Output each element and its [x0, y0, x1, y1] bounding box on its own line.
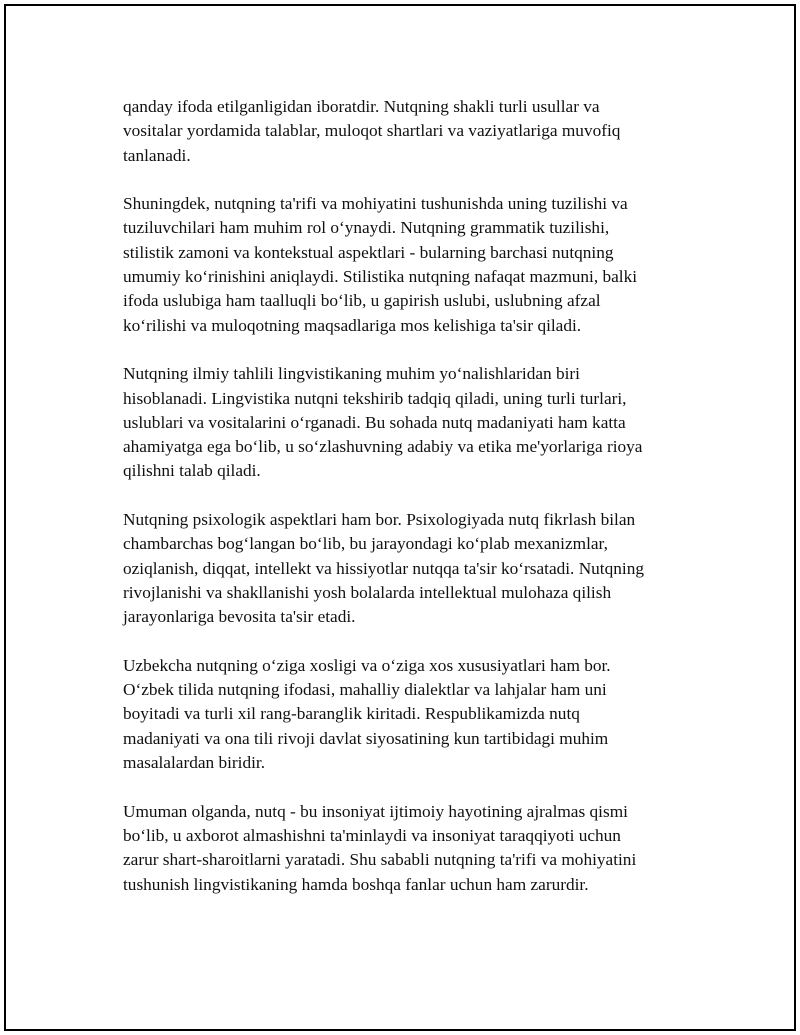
paragraph-1 [123, 95, 703, 168]
text-line: Nutqning ilmiy tahlili lingvistikaning muhim yo‘nalishlaridan biri [123, 364, 580, 384]
text-line: zarur shart-sharoitlarni yaratadi. Shu sababli nutqning ta'rifi va mohiyatini [123, 850, 637, 870]
text-line: tanlanadi. [123, 145, 191, 165]
text-line: umumiy ko‘rinishini aniqlaydi. Stilistika nutqning nafaqat mazmuni, balki [123, 267, 638, 287]
text-line: Uzbekcha nutqning o‘ziga xosligi va o‘ziga xos xususiyatlari ham bor. [123, 655, 611, 675]
text-line: qanday ifoda etilganligidan iboratdir. Nutqning shakli turli usullar va [123, 97, 600, 116]
page-frame [4, 4, 796, 1031]
text-line: ko‘rilishi va muloqotning maqsadlariga mos kelishiga ta'sir qiladi. [123, 315, 582, 335]
text-line: bo‘lib, u axborot almashishni ta'minlaydi va insoniyat taraqqiyoti uchun [123, 825, 621, 845]
text-line: jarayonlariga bevosita ta'sir etadi. [123, 607, 356, 627]
text-line: chambarchas bog‘langan bo‘lib, bu jarayondagi ko‘plab mexanizmlar, [123, 534, 608, 554]
text-line: madaniyati va ona tili rivoji davlat siyosatining kun tartibidagi muhim [123, 728, 609, 748]
document-body [123, 95, 703, 921]
text-line: ahamiyatga ega bo‘lib, u so‘zlashuvning adabiy va etika me'yorlariga rioya [123, 437, 643, 457]
text-line: Umuman olganda, nutq - bu insoniyat ijtimoiy hayotining ajralmas qismi [123, 801, 628, 821]
text-line: O‘zbek tilida nutqning ifodasi, mahalliy dialektlar va lahjalar ham uni [123, 680, 607, 700]
text-line: masalalardan biridir. [123, 753, 266, 773]
text-line: Shuningdek, nutqning ta'rifi va mohiyatini tushunishda uning tuzilishi va [123, 194, 628, 214]
text-line: tushunish lingvistikaning hamda boshqa fanlar uchun ham zarurdir. [123, 874, 589, 894]
paragraph-4 [123, 508, 703, 629]
text-line: hisoblanadi. Lingvistika nutqni tekshirib tadqiq qiladi, uning turli turlari, [123, 388, 627, 408]
paragraph-6 [123, 800, 703, 897]
text-line: boyitadi va turli xil rang-baranglik kiritadi. Respublikamizda nutq [123, 704, 580, 724]
paragraph-3 [123, 362, 703, 483]
text-line: Nutqning psixologik aspektlari ham bor. Psixologiyada nutq fikrlash bilan [123, 510, 636, 530]
paragraph-5 [123, 654, 703, 775]
paragraph-2 [123, 192, 703, 338]
text-line: uslublari va vositalarini o‘rganadi. Bu sohada nutq madaniyati ham katta [123, 412, 626, 432]
text-line: qilishni talab qiladi. [123, 461, 261, 481]
text-line: vositalar yordamida talablar, muloqot shartlari va vaziyatlariga muvofiq [123, 121, 621, 141]
text-line: ifoda uslubiga ham taalluqli bo‘lib, u gapirish uslubi, uslubning afzal [123, 291, 601, 311]
text-line: oziqlanish, diqqat, intellekt va hissiyotlar nutqqa ta'sir ko‘rsatadi. Nutqning [123, 558, 644, 578]
text-line: tuziluvchilari ham muhim rol o‘ynaydi. Nutqning grammatik tuzilishi, [123, 218, 610, 238]
text-line: stilistik zamoni va kontekstual aspektlari - bularning barchasi nutqning [123, 242, 614, 262]
text-line: rivojlanishi va shakllanishi yosh bolalarda intellektual mulohaza qilish [123, 582, 612, 602]
